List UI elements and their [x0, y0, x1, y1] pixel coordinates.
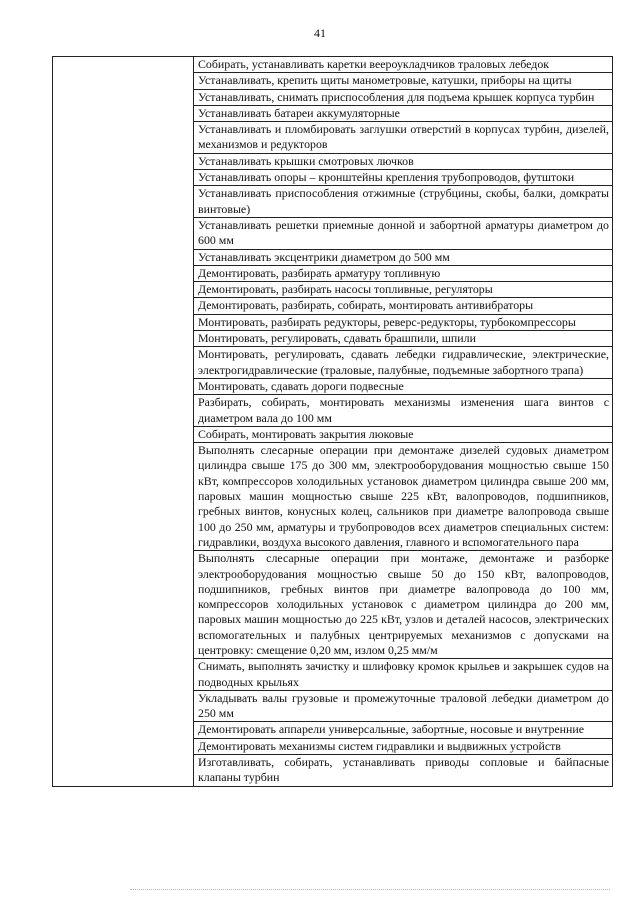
operation-text-cell: Устанавливать, крепить щиты манометровые, катушки, приборы на щиты	[194, 73, 613, 89]
operation-text-cell: Монтировать, разбирать редукторы, реверс-редукторы, турбокомпрессоры	[194, 314, 613, 330]
operation-text-cell: Выполнять слесарные операции при монтаже, демонтаже и разборке электрооборудования мощностью свыше 50 до 150 кВт, валопроводов, подшипников, гребных винтов при диаметре валопровода до 100 мм, компрессоров холодильных установок с диаметром цилиндра до 200 мм, паровых машин мощностью до 225 кВт, узлов и деталей насосов, электрических вспомогательных и палубных центрируемых механизмов с допусками на центровку: смещение 0,20 мм, излом 0,25 мм/м	[194, 551, 613, 659]
table-body	[53, 57, 613, 787]
operation-text-cell: Разбирать, собирать, монтировать механизмы изменения шага винтов с диаметром вала до 100 мм	[194, 395, 613, 427]
operation-text-cell: Демонтировать, разбирать насосы топливные, регуляторы	[194, 282, 613, 298]
bottom-dotted-line	[130, 889, 610, 890]
operation-text-cell: Устанавливать и пломбировать заглушки отверстий в корпусах турбин, дизелей, механизмов и редукторов	[194, 122, 613, 154]
operation-text-cell: Укладывать валы грузовые и промежуточные траловой лебедки диаметром до 250 мм	[194, 690, 613, 722]
operation-text-cell: Демонтировать, разбирать арматуру топливную	[194, 265, 613, 281]
operation-text-cell: Демонтировать, разбирать, собирать, монтировать антивибраторы	[194, 298, 613, 314]
operation-text-cell: Устанавливать приспособления отжимные (струбцины, скобы, балки, домкраты винтовые)	[194, 186, 613, 218]
operation-text-cell: Изготавливать, собирать, устанавливать приводы сопловые и байпасные клапаны турбин	[194, 755, 613, 787]
work-operations-table	[52, 56, 613, 787]
operation-text-cell: Демонтировать механизмы систем гидравлики и выдвижных устройств	[194, 738, 613, 754]
table-row	[53, 57, 613, 73]
operation-text-cell: Устанавливать, снимать приспособления для подъема крышек корпуса турбин	[194, 89, 613, 105]
operation-text-cell: Монтировать, регулировать, сдавать брашпили, шпили	[194, 331, 613, 347]
operation-text-cell: Выполнять слесарные операции при демонтаже дизелей судовых диаметром цилиндра свыше 175 до 300 мм, электрооборудования мощностью свыше 150 кВт, компрессоров холодильных установок диаметром цилиндра свыше 200 мм, паровых машин мощностью свыше 225 кВт, валопроводов, подшипников, гребных винтов, конусных колец, сальников при диаметре валопровода свыше 100 до 250 мм, арматуры и трубопроводов всех диаметров специальных систем: гидравлики, воздуха высокого давления, главного и вспомогательного пара	[194, 443, 613, 551]
operation-text-cell: Монтировать, сдавать дороги подвесные	[194, 378, 613, 394]
operation-text-cell: Устанавливать крышки смотровых лючков	[194, 153, 613, 169]
operation-text-cell: Устанавливать эксцентрики диаметром до 500 мм	[194, 249, 613, 265]
operation-text-cell: Снимать, выполнять зачистку и шлифовку кромок крыльев и закрышек судов на подводных крыльях	[194, 659, 613, 691]
page-number: 41	[314, 26, 326, 40]
operation-text-cell: Устанавливать батареи аккумуляторные	[194, 105, 613, 121]
empty-left-column	[53, 57, 194, 787]
operation-text-cell: Устанавливать решетки приемные донной и забортной арматуры диаметром до 600 мм	[194, 217, 613, 249]
operation-text-cell: Собирать, монтировать закрытия люковые	[194, 426, 613, 442]
operation-text-cell: Собирать, устанавливать каретки веероукладчиков траловых лебедок	[194, 57, 613, 73]
operation-text-cell: Устанавливать опоры – кронштейны крепления трубопроводов, футштоки	[194, 170, 613, 186]
operation-text-cell: Демонтировать аппарели универсальные, забортные, носовые и внутренние	[194, 722, 613, 738]
operation-text-cell: Монтировать, регулировать, сдавать лебедки гидравлические, электрические, электрогидравлические (траловые, палубные, подъемные забортного трапа)	[194, 347, 613, 379]
